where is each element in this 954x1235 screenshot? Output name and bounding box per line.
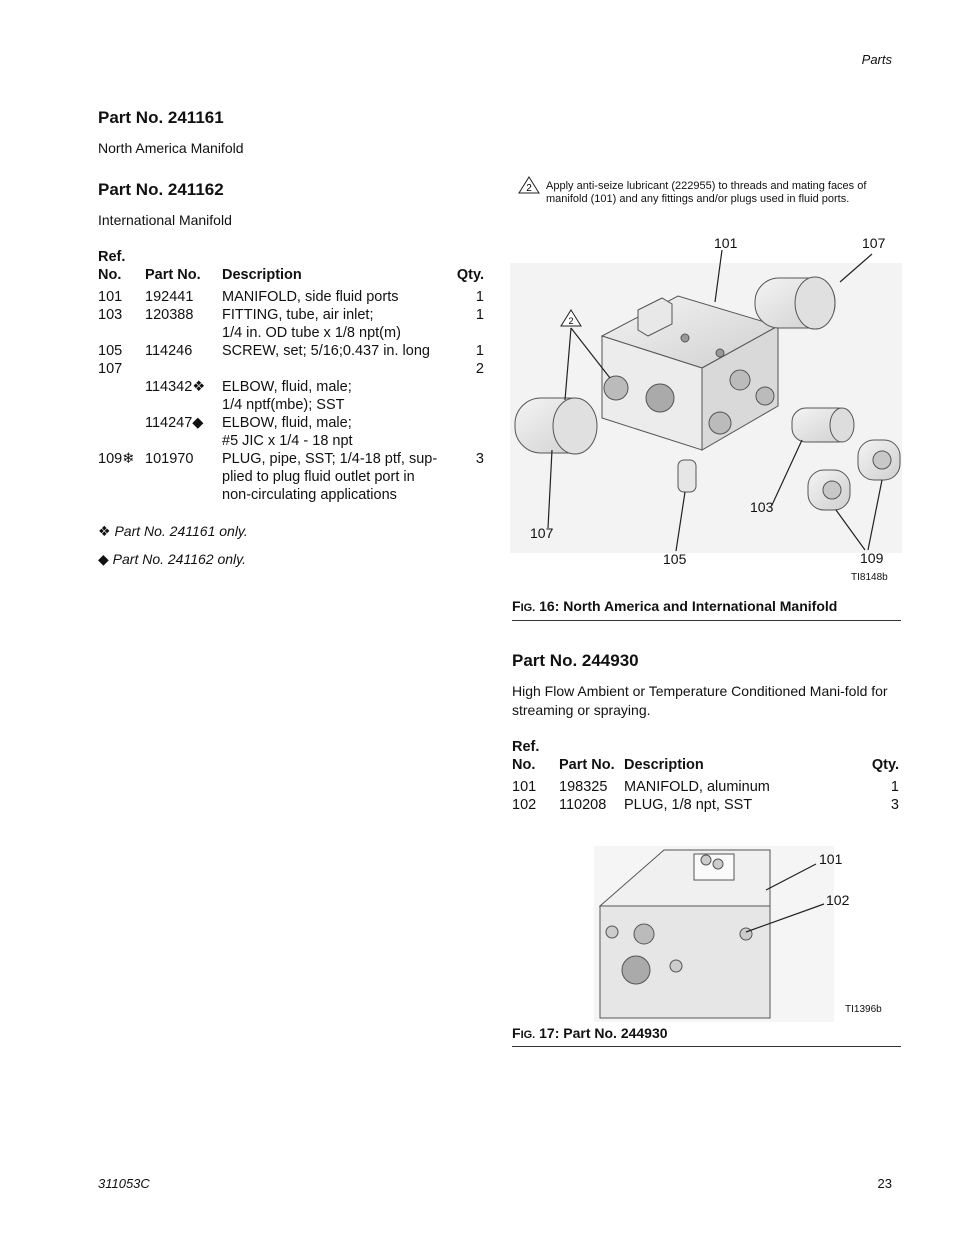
cell-qty: 1 (890, 779, 899, 795)
cell-qty (454, 396, 484, 414)
cell-ref: 103 (98, 307, 123, 323)
callout-101-fig17: 101 (819, 851, 843, 867)
table-row (98, 288, 484, 306)
cell-partno: 101970 (145, 451, 194, 467)
cell-qty: 3 (890, 797, 899, 813)
cell-desc: FITTING, tube, air inlet; (222, 307, 374, 323)
cell-qty: 2 (475, 361, 484, 377)
cell-desc: ELBOW, fluid, male; (222, 415, 352, 431)
cell-desc: 1/4 nptf(mbe); SST (222, 397, 345, 413)
figure-16-manifold-illustration (510, 228, 902, 588)
cell-desc: PLUG, pipe, SST; 1/4-18 ptf, sup- (222, 451, 438, 467)
col-qty: Qty. (871, 757, 899, 773)
page-number: 23 (877, 1176, 892, 1191)
table-row (512, 796, 899, 814)
cell-ref: 105 (98, 343, 123, 359)
table-row (98, 450, 484, 468)
col-description: Description (624, 757, 704, 773)
col-qty: Qty. (456, 267, 484, 283)
figure-16-caption: FIG. 16: North America and International Manifold (512, 598, 838, 614)
part-241162-description: International Manifold (98, 212, 232, 228)
cell-desc: ELBOW, fluid, male; (222, 379, 352, 395)
callout-101: 101 (714, 235, 738, 251)
cell-desc (222, 360, 454, 378)
table-row (98, 468, 484, 486)
table-row (98, 324, 484, 342)
cell-ref (98, 378, 145, 396)
figure-17-manifold-illustration (594, 846, 834, 1022)
cell-ref (98, 414, 145, 432)
cell-desc: MANIFOLD, side fluid ports (222, 289, 399, 305)
elbow-107-left (515, 398, 597, 454)
table-row (98, 378, 484, 396)
cell-qty: 1 (475, 289, 484, 305)
part-244930-description: High Flow Ambient or Temperature Conditioned Mani-fold for streaming or spraying. (512, 683, 888, 718)
callout-109: 109 (860, 550, 884, 566)
cell-partno: 114342❖ (145, 379, 206, 395)
table-row (98, 414, 484, 432)
fitting-103 (792, 408, 854, 442)
parts-table-241161-241162 (98, 248, 484, 504)
table-row (98, 486, 484, 504)
section-header: Parts (861, 52, 892, 67)
callout-102-fig17: 102 (826, 892, 850, 908)
col-ref-line1: Ref. (512, 739, 540, 755)
callout-105: 105 (663, 551, 687, 567)
cell-qty (454, 378, 484, 396)
cell-partno (145, 360, 222, 378)
col-ref-line2: No. (512, 757, 536, 773)
cell-desc: MANIFOLD, aluminum (624, 779, 770, 795)
cell-ref: 102 (512, 797, 537, 813)
parts-table-244930 (512, 738, 899, 814)
part-241162-title: Part No. 241162 (98, 180, 224, 199)
cell-partno: 120388 (145, 307, 194, 323)
cell-ref: 107 (98, 361, 123, 377)
cell-desc: SCREW, set; 5/16;0.437 in. long (222, 343, 430, 359)
cell-ref (98, 396, 145, 414)
callout-107-left: 107 (530, 525, 554, 541)
col-partno: Part No. (559, 757, 615, 773)
cell-ref: 101 (98, 289, 123, 305)
figure-17-caption: FIG. 17: Part No. 244930 (512, 1025, 668, 1041)
cell-qty: 1 (475, 343, 484, 359)
cell-desc: 1/4 in. OD tube x 1/8 npt(m) (222, 325, 401, 341)
document-number: 311053C (98, 1176, 150, 1191)
cell-ref (98, 486, 145, 504)
part-241161-description: North America Manifold (98, 140, 244, 156)
cell-ref: 101 (512, 779, 537, 795)
cell-partno: 192441 (145, 289, 194, 305)
cell-partno (145, 486, 222, 504)
cell-ref: 109❄ (98, 451, 135, 467)
footnote-241162: ◆ Part No. 241162 only. (98, 551, 246, 567)
col-partno: Part No. (145, 267, 201, 283)
col-ref-line1: Ref. (98, 249, 126, 265)
warning-triangle-icon (518, 176, 540, 194)
table-row (98, 432, 484, 450)
cell-desc: #5 JIC x 1/4 - 18 npt (222, 433, 353, 449)
figure-17-rule (512, 1046, 901, 1047)
cell-qty (454, 486, 484, 504)
figure-17-tag: TI1396b (845, 1004, 882, 1015)
cell-desc: PLUG, 1/8 npt, SST (624, 797, 753, 813)
cell-partno: 198325 (559, 779, 608, 795)
table-row (98, 360, 484, 378)
col-ref-line2: No. (98, 267, 122, 283)
cell-qty (454, 468, 484, 486)
cell-ref (98, 468, 145, 486)
cell-partno (145, 324, 222, 342)
callout-107-top: 107 (862, 235, 886, 251)
cell-partno (145, 396, 222, 414)
cell-partno (145, 432, 222, 450)
callout-103: 103 (750, 499, 774, 515)
part-244930-title: Part No. 244930 (512, 651, 639, 670)
col-description: Description (222, 267, 302, 283)
cell-desc: plied to plug fluid outlet port in (222, 469, 415, 485)
warning-note: Apply anti-seize lubricant (222955) to threads and mating faces of manifold (101) and any fittings and/or plugs used in fluid ports. (546, 180, 867, 205)
cell-partno: 114247◆ (145, 415, 204, 431)
warning-number: 2 (526, 183, 532, 194)
table-row (98, 306, 484, 324)
cell-partno: 114246 (145, 343, 193, 359)
part-241161-title: Part No. 241161 (98, 108, 224, 127)
cell-qty: 1 (475, 307, 484, 323)
cell-desc: non-circulating applications (222, 487, 397, 503)
elbow-107-top (755, 277, 835, 329)
figure-16-tag: TI8148b (851, 572, 888, 583)
cell-qty: 3 (475, 451, 484, 467)
cell-qty (454, 432, 484, 450)
cell-qty (454, 414, 484, 432)
table-row (98, 342, 484, 360)
cell-ref (98, 432, 145, 450)
cell-partno (145, 468, 222, 486)
cell-ref (98, 324, 145, 342)
cell-qty (454, 324, 484, 342)
figure-16-rule (512, 620, 901, 621)
set-screw-105 (678, 460, 696, 492)
footnote-241161: ❖ Part No. 241161 only. (98, 523, 248, 539)
cell-partno: 110208 (559, 797, 607, 813)
warning-small-number: 2 (568, 316, 574, 326)
table-row (512, 778, 899, 796)
table-row (98, 396, 484, 414)
